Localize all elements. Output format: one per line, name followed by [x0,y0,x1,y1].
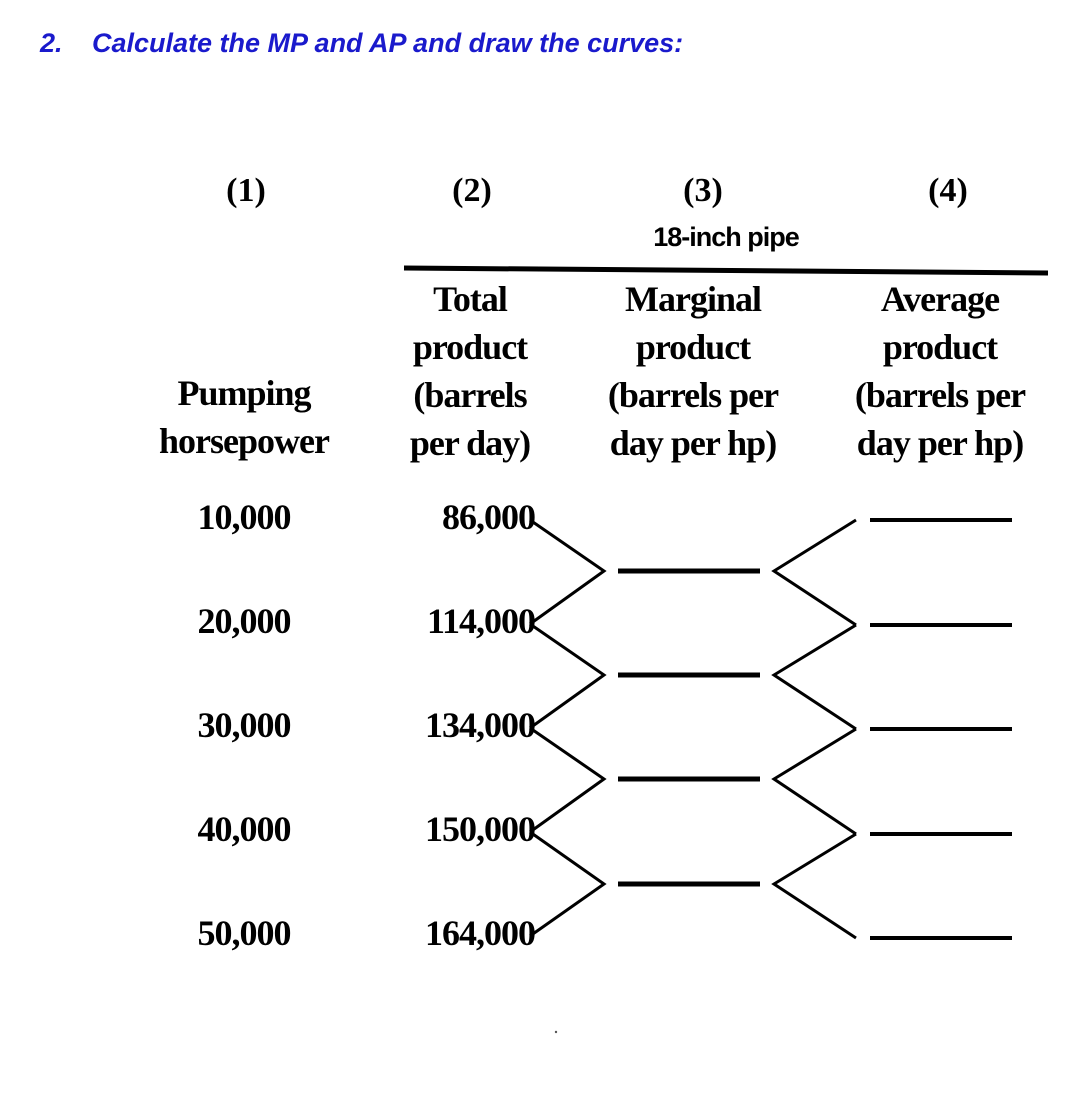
header-line: Marginal [625,279,761,319]
header-line: Average [880,279,1000,319]
header-line: day per hp) [609,423,777,463]
horsepower-cell: 50,000 [197,913,291,953]
connector-line [774,834,856,938]
total-to-marginal-connectors [530,520,604,936]
scan-speck [555,1031,557,1033]
header-line: per day) [409,423,531,463]
column-number-1: (1) [226,172,266,209]
total-product-cell: 114,000 [426,601,535,641]
horsepower-cell: 20,000 [197,601,291,641]
connector-line [774,729,856,834]
header-line: product [412,327,528,367]
question-text: Calculate the MP and AP and draw the curves: [92,28,684,58]
marginal-to-average-connectors [774,520,856,938]
column-number-4: (4) [928,172,968,209]
connector-line [530,520,604,624]
header-line: product [635,327,751,367]
header-line: product [882,327,998,367]
connector-line [774,625,856,729]
horsepower-cell: 30,000 [197,705,291,745]
connector-line [774,520,856,625]
horsepower-cell: 40,000 [197,809,291,849]
total-product-cell: 164,000 [425,913,535,953]
question-number: 2. [40,28,63,58]
header-line: (barrels per [854,375,1026,415]
group-header-pipe: 18-inch pipe [653,222,799,252]
column-number-3: (3) [683,172,723,209]
connector-line [530,728,604,832]
header-line: Pumping [177,373,311,413]
total-product-cell: 150,000 [425,809,535,849]
header-line: (barrels per [607,375,779,415]
header-rule [404,268,1048,273]
total-product-cell: 134,000 [425,705,535,745]
connector-line [530,832,604,936]
column-number-2: (2) [452,172,492,209]
total-product-cell: 86,000 [442,497,535,537]
header-line: day per hp) [856,423,1024,463]
header-line: Total [433,279,507,319]
connector-line [530,624,604,728]
header-line: (barrels [413,375,527,415]
horsepower-cell: 10,000 [197,497,291,537]
header-line: horsepower [159,421,329,461]
